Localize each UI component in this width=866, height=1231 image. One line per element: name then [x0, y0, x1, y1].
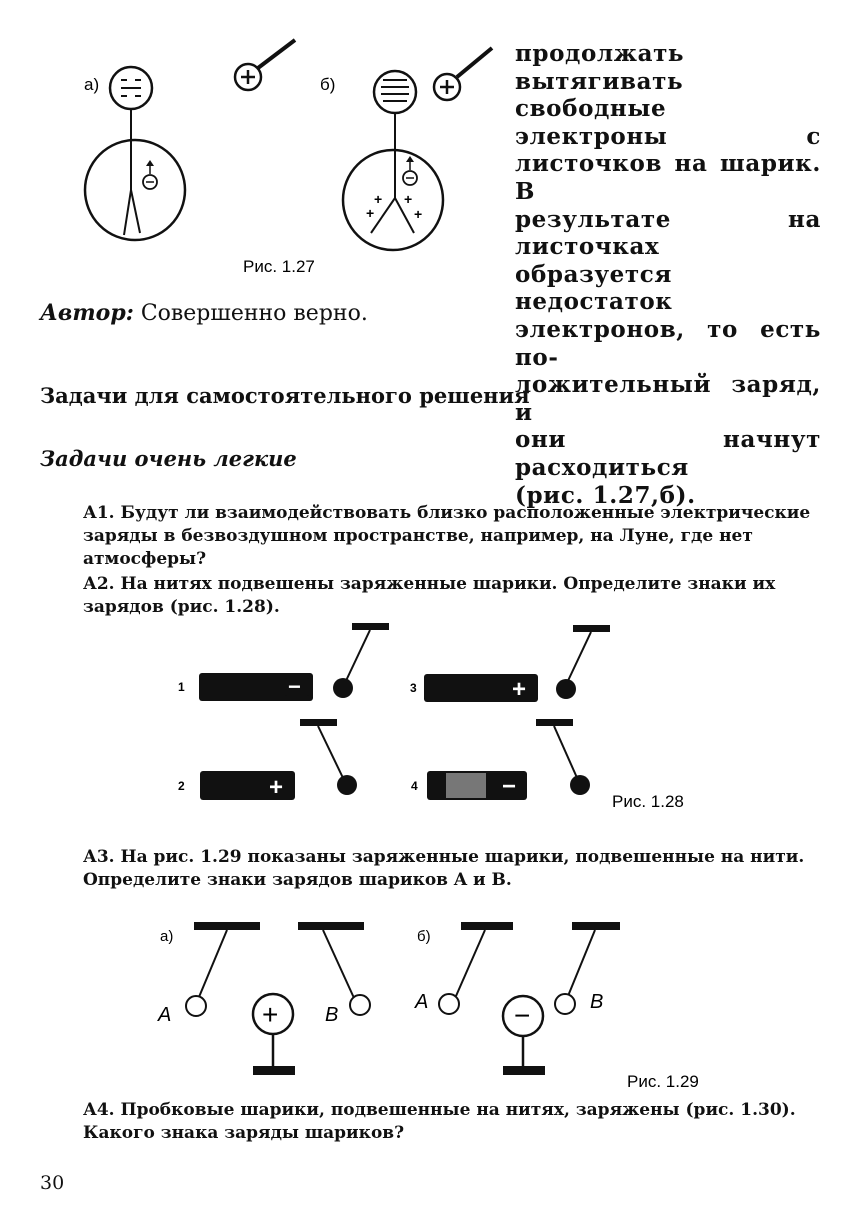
fig127-caption: Рис. 1.27 — [243, 257, 315, 276]
task-a4 — [40, 1099, 818, 1145]
fig129-label-b: б) — [417, 928, 431, 945]
fig128-sign: − — [288, 674, 301, 699]
fig129-sign-a: + — [262, 999, 279, 1030]
task-text: Будут ли взаимодействовать близко расположенные электрические заряды в безвоздушном пространстве, например, на Луне, где нет атмосферы? — [83, 503, 811, 569]
svg-text:+: + — [414, 206, 423, 222]
task-text: На нитях подвешены заряженные шарики. Определите знаки их зарядов (рис. 1.28). — [83, 574, 776, 617]
fig129-ball-b: B — [325, 1004, 339, 1026]
page-number: 30 — [40, 1172, 65, 1194]
svg-text:+: + — [404, 191, 413, 207]
task-number: А2. — [83, 574, 115, 594]
fig129-caption: Рис. 1.29 — [627, 1072, 699, 1091]
task-number: А4. — [83, 1100, 115, 1120]
fig128-sign: + — [512, 676, 527, 703]
fig129-ball-a: A — [415, 991, 429, 1013]
fig129-ball-b: B — [590, 991, 604, 1013]
svg-text:+: + — [374, 191, 383, 207]
text-line: они начнут расходиться — [515, 426, 821, 481]
task-text: На рис. 1.29 показаны заряженные шарики, подвешенные на нити. Определите знаки зарядов шариков A и B. — [83, 847, 805, 890]
fig128-num: 3 — [410, 681, 417, 695]
section-title: Задачи для самостоятельного решения — [40, 383, 530, 408]
author-prefix: Автор: — [40, 300, 134, 326]
fig128-sign: − — [502, 773, 517, 800]
task-text: Пробковые шарики, подвешенные на нитях, заряжены (рис. 1.30). Какого знака заряды шариков? — [83, 1100, 796, 1143]
text-line: (рис. 1.27,б). — [515, 481, 696, 509]
fig129-label-a: а) — [160, 928, 174, 945]
fig128-caption: Рис. 1.28 — [612, 792, 684, 811]
text-line: электронов, то есть по- — [515, 315, 821, 371]
text-line: продолжать вытягивать — [515, 40, 685, 95]
task-number: А1. — [83, 503, 115, 523]
fig129-sign-b: − — [514, 1000, 531, 1031]
fig129-ball-a: A — [158, 1004, 172, 1026]
fig128-num: 4 — [411, 779, 418, 793]
text-line: образуется недостаток — [515, 260, 673, 316]
text-line: свободные электроны с — [515, 95, 821, 150]
task-number: А3. — [83, 847, 115, 867]
fig128-num: 1 — [178, 680, 185, 694]
fig127-label-a: а) — [84, 75, 100, 94]
svg-text:+: + — [366, 205, 375, 221]
subsection-title: Задачи очень легкие — [40, 446, 297, 471]
author-text: Совершенно верно. — [133, 301, 368, 326]
fig128-sign: + — [269, 774, 284, 801]
fig127-label-b: б) — [320, 75, 336, 94]
text-line: ложительный заряд, и — [515, 371, 821, 426]
text-line: листочков на шарик. В — [515, 150, 821, 205]
text-line: результате на листочках — [515, 205, 821, 261]
fig128-num: 2 — [178, 779, 185, 793]
